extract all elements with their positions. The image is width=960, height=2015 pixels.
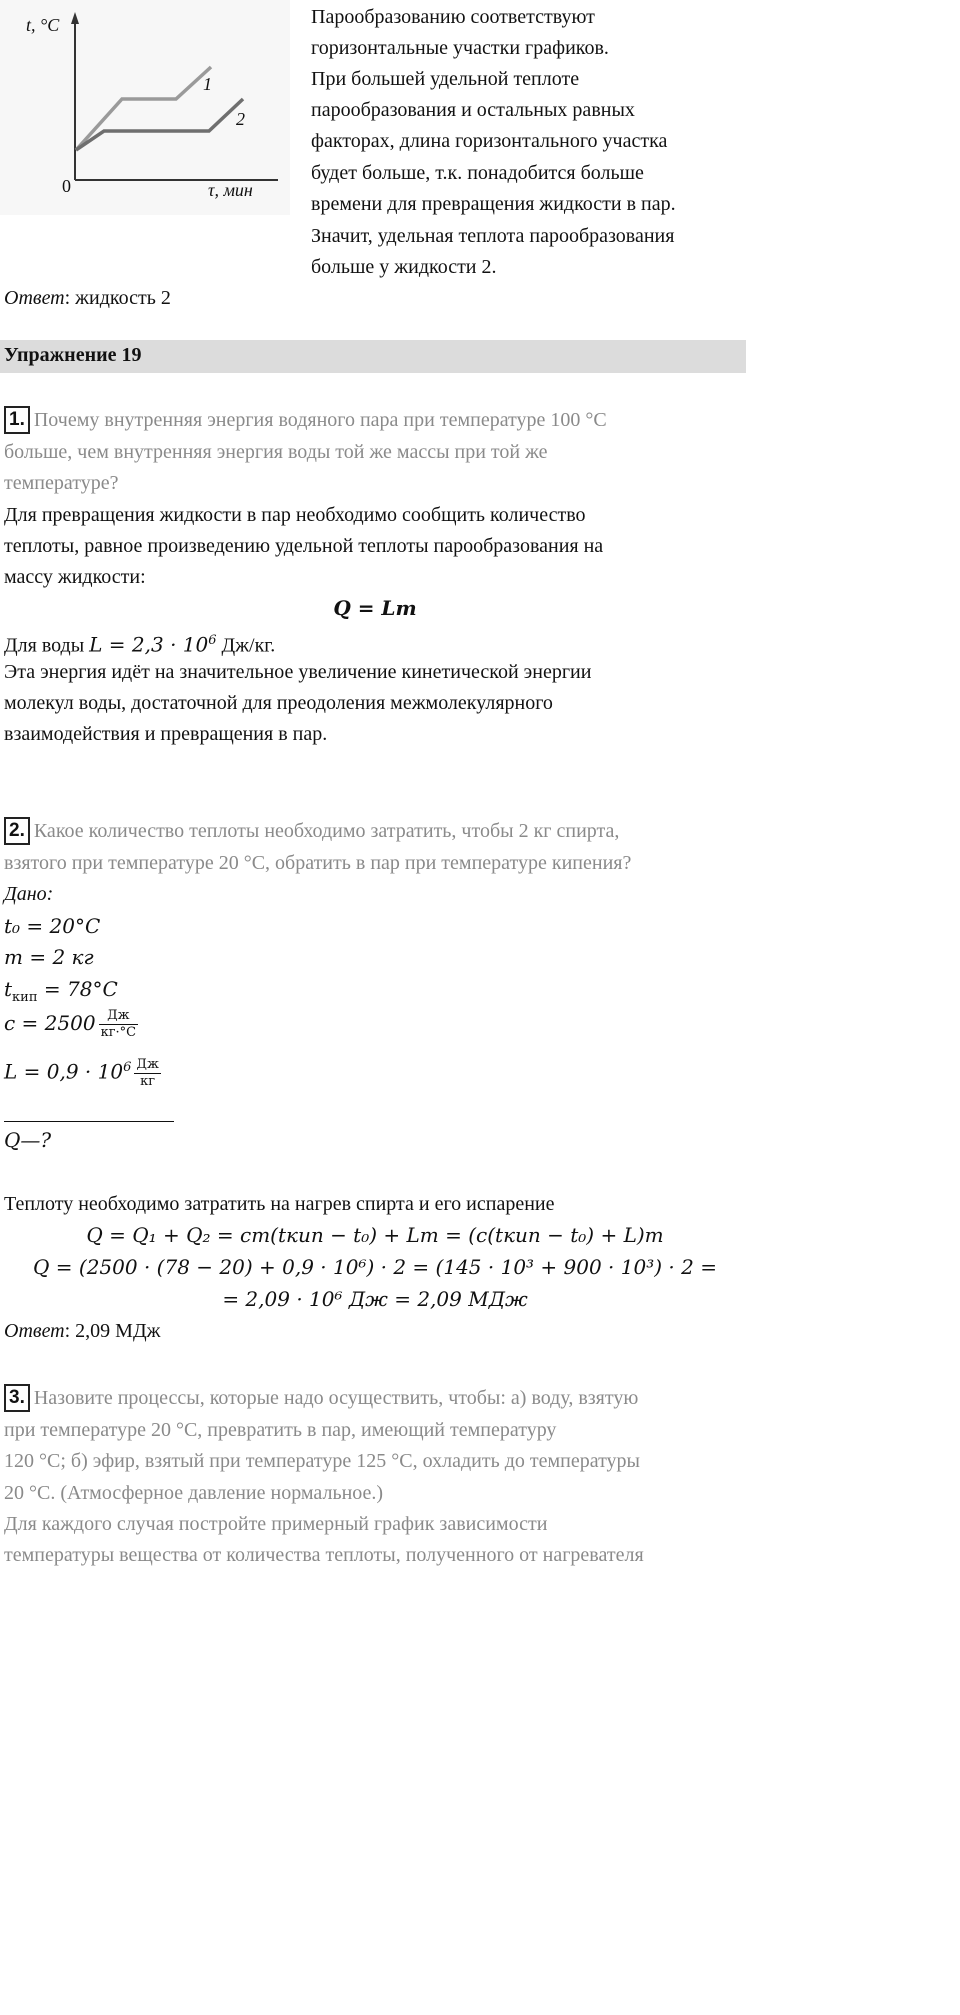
q1-number: 1.: [4, 406, 30, 434]
q2-tkip-sub: кип: [12, 990, 38, 1005]
intro-line: При большей удельной теплоте: [311, 68, 580, 90]
q2-c-unit: [99, 1008, 139, 1041]
q2-equation-2: Q = (2500 · (78 − 20) + 0,9 · 10⁶) · 2 = (145 · 10³ + 900 · 10³) · 2 =: [33, 1255, 717, 1279]
boiling-graph: [0, 0, 290, 215]
answer-label: Ответ: [4, 287, 65, 309]
q2-tkip-value: = 78°C: [37, 977, 118, 1001]
q2-L-exp: 6: [123, 1060, 132, 1075]
intro-line: Парообразованию соответствуют: [311, 6, 595, 28]
q2-given-L: [4, 1052, 161, 1090]
q2-number: 2.: [4, 817, 30, 845]
intro-line: горизонтальные участки графиков.: [311, 37, 609, 59]
q1-water-exp: 6: [208, 633, 217, 648]
intro-line: парообразования и остальных равных: [311, 99, 635, 121]
q1-answer-line: массу жидкости:: [4, 566, 146, 588]
q2-c-unit-den: кг·°C: [100, 1025, 137, 1040]
exercise-title: Упражнение 19: [4, 344, 142, 366]
q1-answer-line: теплоты, равное произведению удельной теплоты парообразования на: [4, 535, 604, 557]
q3-question-line: [4, 1383, 638, 1414]
q2-tkip-symbol: t: [4, 977, 13, 1001]
q3-question-line: 20 °C. (Атмосферное давление нормальное.): [4, 1482, 384, 1504]
q1-water-math: L = 2,3 · 10: [89, 632, 209, 657]
intro-line: будет больше, т.к. понадобится больше: [311, 162, 644, 184]
q2-c-unit-num: Дж: [99, 1008, 139, 1025]
intro-answer: [4, 283, 171, 314]
q2-question-text: Какое количество теплоты необходимо затратить, чтобы 2 кг спирта,: [33, 820, 620, 842]
q1-tail-line: Эта энергия идёт на значительное увеличение кинетической энергии: [4, 661, 592, 683]
q2-given-m: m = 2 кг: [4, 945, 94, 969]
x-axis-label: τ, мин: [208, 180, 253, 200]
q2-answer: [4, 1316, 160, 1347]
q2-L-unit: [134, 1057, 161, 1090]
q2-question-line: взятого при температуре 20 °C, обратить в пар при температуре кипения?: [4, 852, 632, 874]
q2-question-line: [4, 816, 619, 847]
q3-question-line: Для каждого случая постройте примерный график зависимости: [4, 1513, 548, 1535]
curve-1-label: 1: [203, 74, 212, 94]
q1-answer-line: Для превращения жидкости в пар необходимо сообщить количество: [4, 504, 586, 526]
curve-2-label: 2: [236, 109, 245, 129]
q3-question-line: температуры вещества от количества теплоты, полученного от нагревателя: [4, 1544, 644, 1566]
q2-L-unit-num: Дж: [136, 1056, 159, 1072]
q3-number: 3.: [4, 1384, 30, 1412]
answer-value: : жидкость 2: [64, 287, 171, 309]
q1-tail-line: молекул воды, достаточной для преодоления межмолекулярного: [4, 692, 553, 714]
q1-question-line: [4, 405, 607, 436]
y-axis-label: t, °C: [26, 15, 60, 35]
answer-label: Ответ: [4, 1320, 65, 1342]
q1-tail-line: взаимодействия и превращения в пар.: [4, 723, 328, 745]
q2-equation-3: = 2,09 · 10⁶ Дж = 2,09 МДж: [222, 1287, 528, 1311]
q1-question-text: Почему внутренняя энергия водяного пара при температуре 100 °C: [33, 409, 607, 431]
intro-line: факторах, длина горизонтального участка: [311, 130, 668, 152]
q1-formula: Q = Lm: [333, 596, 417, 620]
q2-L-unit-den: кг: [140, 1073, 156, 1089]
q1-water-prefix: Для воды: [4, 634, 90, 657]
q2-solution-text: Теплоту необходимо затратить на нагрев спирта и его испарение: [4, 1193, 555, 1215]
intro-line: времени для превращения жидкости в пар.: [311, 193, 676, 215]
q1-question-line: температуре?: [4, 472, 119, 494]
q3-question-line: 120 °C; б) эфир, взятый при температуре 125 °C, охладить до температуры: [4, 1450, 640, 1472]
q2-find: Q—?: [4, 1128, 52, 1152]
intro-line: Значит, удельная теплота парообразования: [311, 225, 675, 247]
q1-water-suffix: Дж/кг.: [216, 634, 276, 657]
q2-given-c: [4, 1008, 138, 1041]
q2-given-label: Дано:: [4, 883, 54, 905]
q3-question-text: Назовите процессы, которые надо осуществить, чтобы: а) воду, взятую: [33, 1387, 639, 1409]
intro-line: больше у жидкости 2.: [311, 256, 497, 278]
q2-equation-1: Q = Q₁ + Q₂ = cm(tкип − t₀) + Lm = (c(tкип − t₀) + L)m: [86, 1223, 664, 1247]
q3-question-line: при температуре 20 °C, превратить в пар, имеющий температуру: [4, 1419, 557, 1441]
answer-value: : 2,09 МДж: [64, 1320, 161, 1342]
given-divider: [4, 1121, 174, 1122]
q1-question-line: больше, чем внутренняя энергия воды той же массы при той же: [4, 441, 548, 463]
q2-L-value: L = 0,9 · 10: [4, 1059, 124, 1084]
q2-given-t0: t₀ = 20°C: [4, 914, 101, 938]
q2-c-value: c = 2500: [4, 1011, 96, 1035]
origin-label: 0: [62, 176, 71, 196]
